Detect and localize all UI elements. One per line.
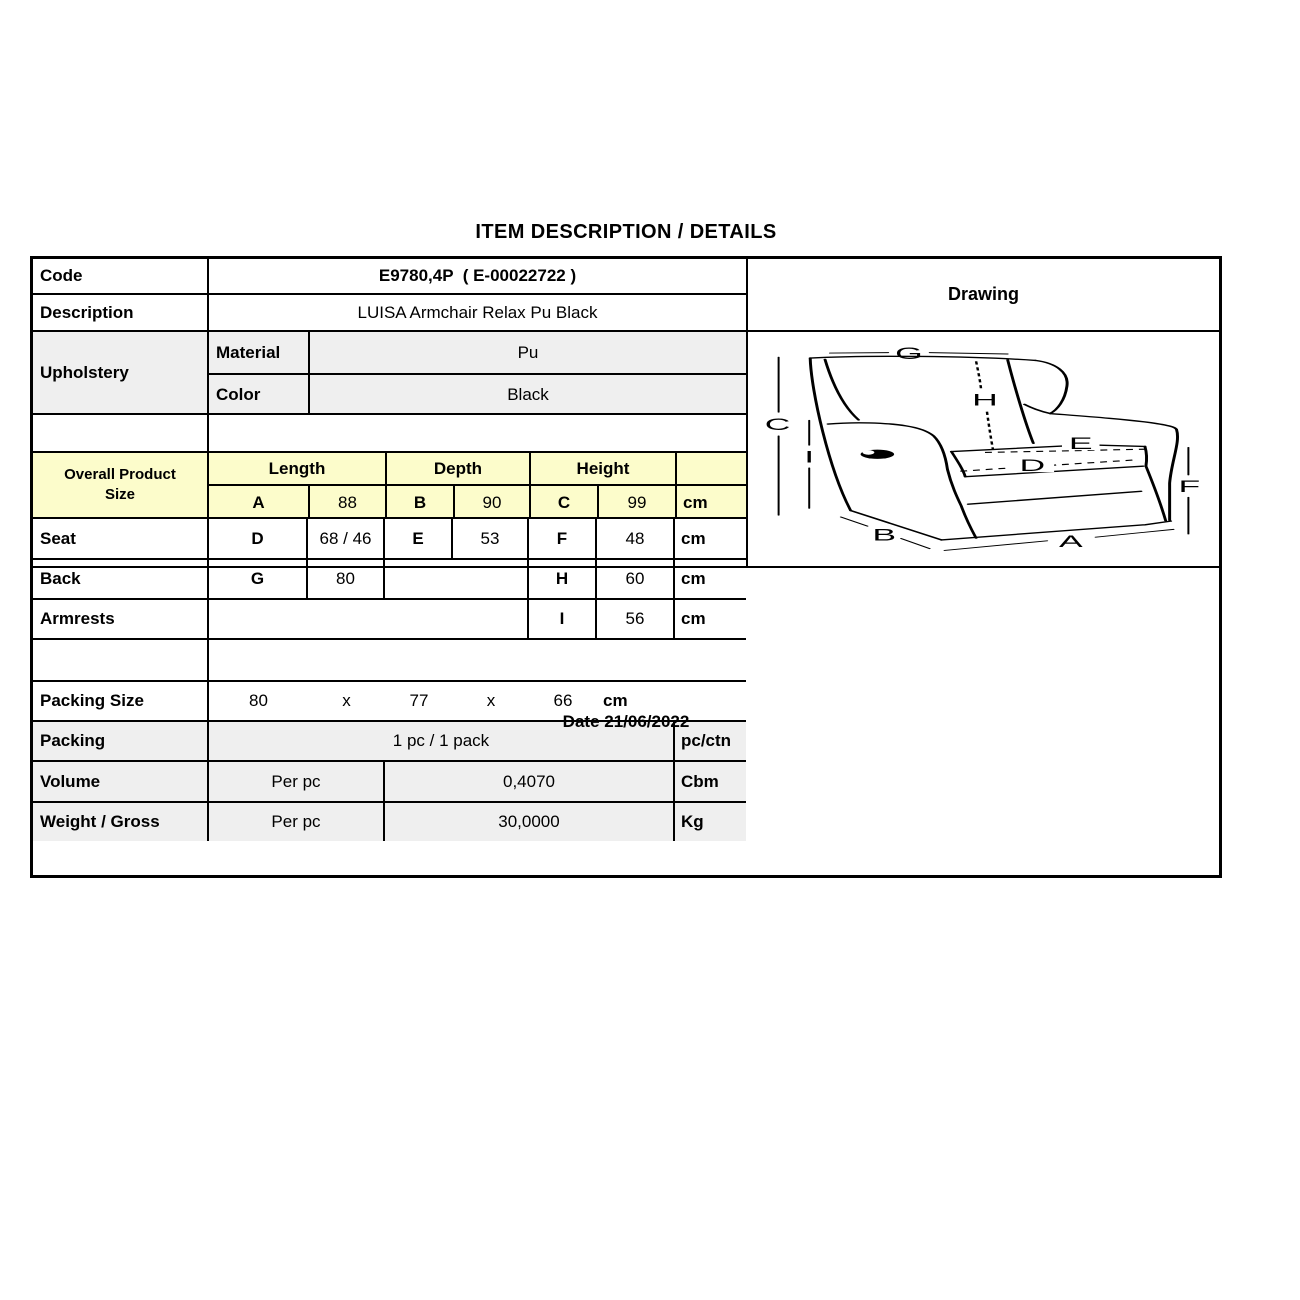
dashed-dimension-lines bbox=[960, 361, 1145, 471]
upholstery-label: Upholstery bbox=[40, 362, 129, 382]
row-dimension-names bbox=[209, 453, 746, 484]
unit-cm: cm bbox=[673, 600, 746, 638]
dim-label-h: H bbox=[972, 390, 998, 409]
upholstery-subtable bbox=[207, 332, 746, 413]
dim-letter-g: G bbox=[207, 560, 306, 598]
dim-letter-a: A bbox=[252, 492, 265, 512]
weight-unit: Kg bbox=[673, 803, 746, 841]
volume-per: Per pc bbox=[207, 762, 383, 801]
dim-label-i: I bbox=[804, 447, 815, 467]
overall-size-label-line1: Overall Product bbox=[64, 465, 176, 483]
back-label: Back bbox=[40, 569, 81, 588]
dim-label-c: C bbox=[764, 415, 791, 434]
dim-letter-f: F bbox=[527, 519, 595, 558]
packing-unit: pc/ctn bbox=[673, 722, 746, 760]
dimension-leader-lines bbox=[779, 353, 1189, 551]
item-details-table bbox=[30, 256, 1222, 878]
material-label: Material bbox=[216, 342, 281, 362]
dim-value-a: 88 bbox=[308, 486, 385, 519]
col-header-depth: Depth bbox=[385, 453, 529, 484]
packing-size-v2: 77 bbox=[409, 691, 429, 710]
row-upholstery bbox=[33, 330, 746, 413]
description-label: Description bbox=[40, 302, 134, 322]
dim-label-f: F bbox=[1178, 476, 1201, 496]
row-seat bbox=[33, 517, 746, 558]
recline-button-icon bbox=[861, 450, 895, 459]
date-text: Date 21/06/2022 bbox=[562, 711, 690, 731]
packing-label: Packing bbox=[40, 731, 106, 750]
overall-size-label-line2: Size bbox=[104, 486, 135, 503]
drawing-section bbox=[748, 259, 1219, 566]
packing-size-x1: x bbox=[342, 691, 351, 710]
unit-cm: cm bbox=[675, 486, 746, 519]
seat-label: Seat bbox=[40, 528, 76, 548]
spacer-cell bbox=[207, 415, 746, 451]
dim-value-g: 80 bbox=[306, 560, 383, 598]
row-spacer-top bbox=[33, 413, 746, 451]
size-header-subtable bbox=[207, 453, 746, 517]
weight-per: Per pc bbox=[207, 803, 383, 841]
dim-letter-e: E bbox=[383, 519, 451, 558]
row-code bbox=[33, 259, 746, 293]
dim-value-c: 99 bbox=[597, 486, 675, 519]
packing-value: 1 pc / 1 pack bbox=[207, 722, 673, 760]
page-title: ITEM DESCRIPTION / DETAILS bbox=[475, 221, 777, 243]
dim-label-e: E bbox=[1068, 434, 1093, 453]
packing-size-x2: x bbox=[486, 691, 496, 710]
volume-label: Volume bbox=[40, 771, 101, 791]
unit-cm: cm bbox=[673, 560, 746, 598]
dim-value-b: 90 bbox=[453, 486, 529, 519]
packing-size-label: Packing Size bbox=[40, 691, 144, 710]
volume-unit: Cbm bbox=[673, 762, 746, 801]
col-header-length: Length bbox=[268, 458, 326, 478]
dim-label-g: G bbox=[895, 344, 923, 363]
packing-size-v3: 66 bbox=[553, 691, 573, 710]
dim-value-f: 48 bbox=[595, 519, 673, 558]
row-size-header bbox=[33, 451, 746, 517]
material-value: Pu bbox=[308, 332, 746, 373]
unit-cm: cm bbox=[673, 519, 746, 558]
dim-value-i: 56 bbox=[595, 600, 673, 638]
col-header-unit-empty bbox=[675, 453, 746, 484]
drawing-canvas bbox=[748, 332, 1219, 566]
row-color bbox=[209, 373, 746, 415]
overall-size-label bbox=[33, 453, 207, 517]
color-value: Black bbox=[308, 375, 746, 415]
dim-value-e: 53 bbox=[451, 519, 527, 558]
packing-size-v1: 80 bbox=[249, 691, 268, 710]
dim-letter-h: H bbox=[527, 560, 595, 598]
dim-label-a: A bbox=[1059, 531, 1083, 551]
col-header-height: Height bbox=[529, 453, 675, 484]
packing-size-unit: cm bbox=[603, 691, 628, 710]
dim-letter-i: I bbox=[527, 600, 595, 638]
weight-value: 30,0000 bbox=[383, 803, 673, 841]
spacer-cell bbox=[33, 415, 207, 451]
code-value: E9780,4P ( E-00022722 ) bbox=[207, 259, 746, 293]
color-label: Color bbox=[216, 385, 261, 404]
dim-letter-d: D bbox=[207, 519, 306, 558]
weight-label: Weight / Gross bbox=[40, 812, 160, 831]
dim-value-d: 68 / 46 bbox=[306, 519, 383, 558]
date-row bbox=[33, 566, 1219, 875]
dim-letter-b: B bbox=[385, 486, 453, 519]
row-material bbox=[209, 332, 746, 373]
dim-value-h: 60 bbox=[595, 560, 673, 598]
description-value: LUISA Armchair Relax Pu Black bbox=[207, 295, 746, 330]
drawing-header: Drawing bbox=[748, 259, 1219, 332]
dim-label-d: D bbox=[1019, 456, 1046, 475]
dim-letter-c: C bbox=[529, 486, 597, 519]
armrests-label: Armrests bbox=[40, 609, 115, 628]
row-overall-values bbox=[209, 484, 746, 519]
code-label: Code bbox=[40, 266, 83, 285]
dim-label-b: B bbox=[872, 525, 897, 544]
volume-value: 0,4070 bbox=[383, 762, 673, 801]
row-description bbox=[33, 293, 746, 330]
armchair-drawing bbox=[748, 332, 1219, 566]
